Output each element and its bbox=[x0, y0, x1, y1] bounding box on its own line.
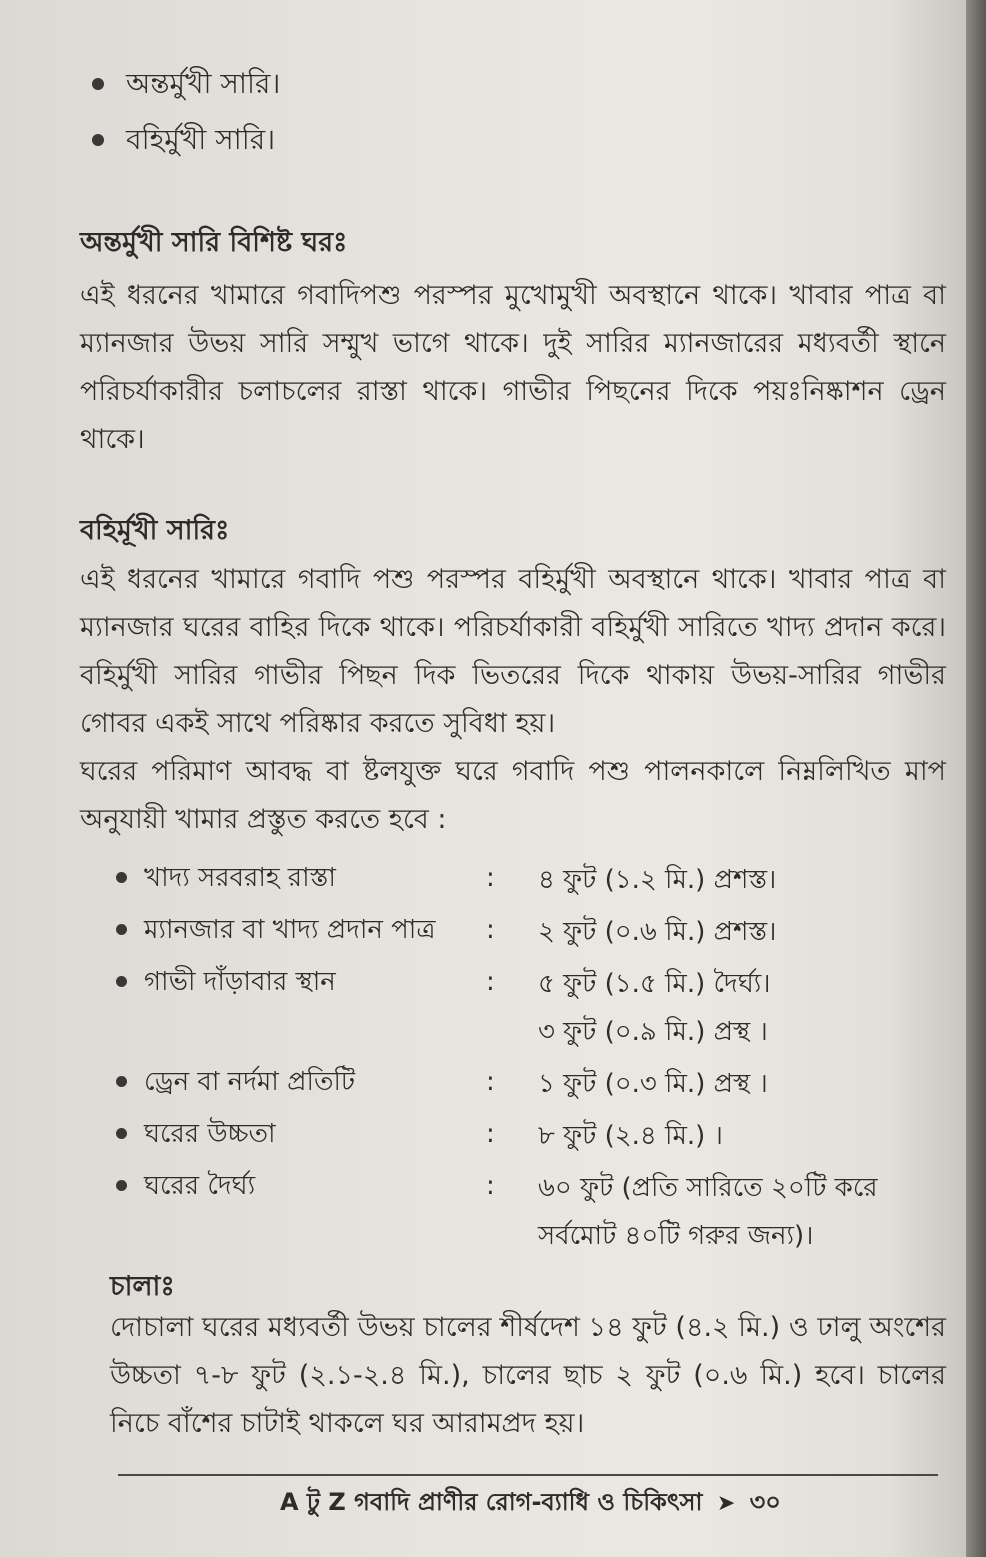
arrow-icon: ➤ bbox=[716, 1491, 736, 1516]
measurement-value: ১ ফুট (০.৩ মি.) প্রস্থ । bbox=[538, 1069, 768, 1099]
footer-brand: A টু Z bbox=[280, 1488, 346, 1516]
bullet-icon bbox=[116, 1076, 127, 1087]
measurement-list bbox=[110, 856, 960, 1268]
measurement-row bbox=[110, 960, 960, 1060]
measurement-value: ৬০ ফুট (প্রতি সারিতে ২০টি করে সর্বমোট ৪০টি গরুর জন্য)। bbox=[538, 1173, 878, 1251]
measurement-label: গাভী দাঁড়াবার স্থান bbox=[144, 967, 336, 997]
list-item-text: বহির্মুখী সারি। bbox=[126, 123, 276, 156]
measurement-label: ড্রেন বা নর্দমা প্রতিটি bbox=[144, 1067, 356, 1097]
section-heading-outward: বহির্মূখী সারিঃ bbox=[80, 515, 230, 546]
separator: : bbox=[486, 863, 495, 893]
measurement-row bbox=[110, 1112, 960, 1164]
separator: : bbox=[486, 915, 495, 945]
measurement-intro: ঘরের পরিমাণ আবদ্ধ বা ষ্টলযুক্ত ঘরে গবাদি পশু পালনকালে নিম্নলিখিত মাপ অনুযায়ী খামার প্রস্তুত করতে হবে : bbox=[80, 756, 946, 835]
separator: : bbox=[486, 1119, 495, 1149]
section-heading-roof: চালাঃ bbox=[110, 1271, 175, 1302]
measurement-value: ২ ফুট (০.৬ মি.) প্রশস্ত। bbox=[538, 917, 777, 947]
separator: : bbox=[486, 967, 495, 997]
measurement-value: ৪ ফুট (১.২ মি.) প্রশস্ত। bbox=[538, 865, 777, 895]
measurement-value: ৮ ফুট (২.৪ মি.) । bbox=[538, 1121, 723, 1151]
row-type-list bbox=[92, 62, 692, 174]
list-item bbox=[92, 62, 692, 118]
list-item-text: অন্তর্মুখী সারি। bbox=[126, 67, 281, 100]
section-body-roof: দোচালা ঘরের মধ্যবর্তী উভয় চালের শীর্ষদেশ ১৪ ফুট (৪.২ মি.) ও ঢালু অংশের উচ্চতা ৭-৮ ফুট (২.১-২.৪ মি.), চালের ছাচ ২ ফুট (০.৬ মি.) হবে। চালের নিচে বাঁশের চাটাই থাকলে ঘর আরামপ্রদ হয়। bbox=[110, 1312, 946, 1439]
footer-divider bbox=[118, 1474, 938, 1476]
section-heading-inward: অন্তর্মুখী সারি বিশিষ্ট ঘরঃ bbox=[80, 227, 348, 258]
bullet-icon bbox=[116, 1128, 127, 1139]
section-body-outward: এই ধরনের খামারে গবাদি পশু পরস্পর বহির্মুখী অবস্থানে থাকে। খাবার পাত্র বা ম্যানজার ঘরের বাহির দিকে থাকে। পরিচর্যাকারী বহির্মুখী সারিতে খাদ্য প্রদান করে। বহির্মুখী সারির গাভীর পিছন দিক ভিতরের দিকে থাকায় উভয়-সারির গাভীর গোবর একই সাথে পরিষ্কার করতে সুবিধা হয়। bbox=[80, 564, 946, 739]
measurement-row bbox=[110, 1164, 960, 1268]
measurement-value-secondary: ৩ ফুট (০.৯ মি.) প্রস্থ । bbox=[538, 1017, 768, 1047]
separator: : bbox=[486, 1171, 495, 1201]
measurement-row bbox=[110, 1060, 960, 1112]
bullet-icon bbox=[92, 134, 104, 146]
measurement-label: ঘরের দৈর্ঘ্য bbox=[144, 1171, 256, 1201]
page-number: ৩০ bbox=[749, 1488, 781, 1516]
bullet-icon bbox=[92, 78, 104, 90]
bullet-icon bbox=[116, 872, 127, 883]
bullet-icon bbox=[116, 976, 127, 987]
measurement-value: ৫ ফুট (১.৫ মি.) দৈর্ঘ্য। bbox=[538, 969, 771, 999]
list-item bbox=[92, 118, 692, 174]
bullet-icon bbox=[116, 924, 127, 935]
measurement-label: ঘরের উচ্চতা bbox=[144, 1119, 276, 1149]
bullet-icon bbox=[116, 1180, 127, 1191]
page-footer bbox=[280, 1484, 781, 1524]
footer-title: গবাদি প্রাণীর রোগ-ব্যাধি ও চিকিৎসা bbox=[354, 1488, 703, 1516]
page-edge-shadow bbox=[966, 0, 986, 1557]
measurement-row bbox=[110, 908, 960, 960]
separator: : bbox=[486, 1067, 495, 1097]
section-body-inward: এই ধরনের খামারে গবাদিপশু পরস্পর মুখোমুখী অবস্থানে থাকে। খাবার পাত্র বা ম্যানজার উভয় সারি সম্মুখ ভাগে থাকে। দুই সারির ম্যানজারের মধ্যবর্তী স্থানে পরিচর্যাকারীর চলাচলের রাস্তা থাকে। গাভীর পিছনের দিকে পয়ঃনিষ্কাশন ড্রেন থাকে। bbox=[80, 280, 946, 455]
measurement-row bbox=[110, 856, 960, 908]
measurement-label: ম্যানজার বা খাদ্য প্রদান পাত্র bbox=[144, 915, 436, 945]
measurement-label: খাদ্য সরবরাহ রাস্তা bbox=[144, 863, 336, 893]
